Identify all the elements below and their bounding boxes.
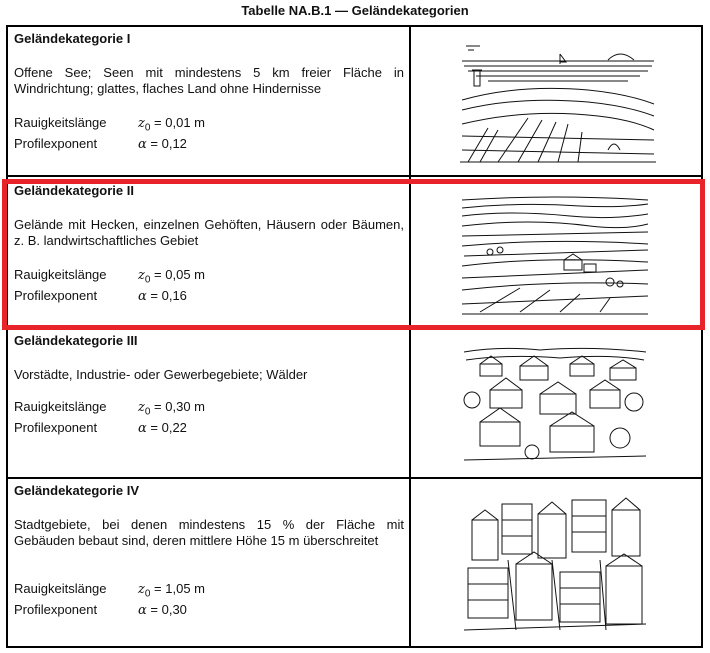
exponent-value: = 0,22 — [150, 420, 187, 435]
roughness-label: Rauigkeitslänge — [14, 581, 107, 596]
roughness-symbol: z — [138, 116, 145, 131]
roughness-symbol: z — [138, 582, 145, 597]
exponent-symbol: α — [138, 421, 147, 436]
roughness-subscript: 0 — [144, 406, 151, 418]
column-divider — [409, 25, 411, 648]
roughness-length — [14, 267, 205, 289]
profile-exponent — [14, 602, 187, 619]
table-row-category-3 — [14, 333, 404, 473]
category-description: Vorstädte, Industrie- oder Gewerbegebiete; Wälder — [14, 367, 308, 382]
exponent-label: Profilexponent — [14, 136, 98, 151]
exponent-symbol: α — [138, 137, 147, 152]
exponent-symbol: α — [138, 603, 147, 618]
roughness-label: Rauigkeitslänge — [14, 115, 107, 130]
exponent-symbol: α — [138, 289, 147, 304]
roughness-value: = 1,05 m — [154, 581, 205, 596]
roughness-label: Rauigkeitslänge — [14, 399, 107, 414]
category-title: Geländekategorie IV — [14, 483, 139, 498]
roughness-length — [14, 581, 205, 603]
exponent-label: Profilexponent — [14, 288, 98, 303]
exponent-label: Profilexponent — [14, 602, 98, 617]
sea-coast-sketch — [458, 40, 658, 168]
category-title: Geländekategorie II — [14, 183, 134, 198]
suburb-sketch — [460, 342, 650, 468]
category-description: Offene See; Seen mit mindestens 5 km freier Fläche in Windrichtung; glattes, flaches Land ohne Hindernisse — [14, 65, 404, 96]
category-description: Gelände mit Hecken, einzelnen Gehöften, Häusern oder Bäumen, z. B. landwirtschaftliches Gebiet — [14, 217, 404, 248]
roughness-length — [14, 115, 205, 137]
profile-exponent — [14, 288, 187, 305]
roughness-value: = 0,05 m — [154, 267, 205, 282]
farmland-sketch — [460, 192, 650, 316]
roughness-label: Rauigkeitslänge — [14, 267, 107, 282]
table-row-category-4 — [14, 483, 404, 643]
profile-exponent — [14, 136, 187, 153]
roughness-length — [14, 399, 205, 421]
roughness-symbol: z — [138, 400, 145, 415]
exponent-value: = 0,30 — [150, 602, 187, 617]
roughness-subscript: 0 — [144, 122, 151, 134]
roughness-value: = 0,01 m — [154, 115, 205, 130]
row-divider — [6, 477, 703, 479]
exponent-value: = 0,12 — [150, 136, 187, 151]
category-title: Geländekategorie III — [14, 333, 138, 348]
table-caption: Tabelle NA.B.1 — Geländekategorien — [241, 3, 469, 18]
roughness-value: = 0,30 m — [154, 399, 205, 414]
category-description: Stadtgebiete, bei denen mindestens 15 % der Fläche mit Gebäuden bebaut sind, deren mittlere Höhe 15 m überschreitet — [14, 517, 404, 548]
row-divider — [6, 327, 703, 329]
row-divider — [6, 175, 703, 177]
roughness-subscript: 0 — [144, 274, 151, 286]
roughness-symbol: z — [138, 268, 145, 283]
roughness-subscript: 0 — [144, 588, 151, 600]
city-sketch — [462, 490, 648, 640]
exponent-value: = 0,16 — [150, 288, 187, 303]
category-title: Geländekategorie I — [14, 31, 131, 46]
exponent-label: Profilexponent — [14, 420, 98, 435]
profile-exponent — [14, 420, 187, 437]
table-row-category-2 — [14, 183, 404, 323]
table-row-category-1 — [14, 31, 404, 171]
